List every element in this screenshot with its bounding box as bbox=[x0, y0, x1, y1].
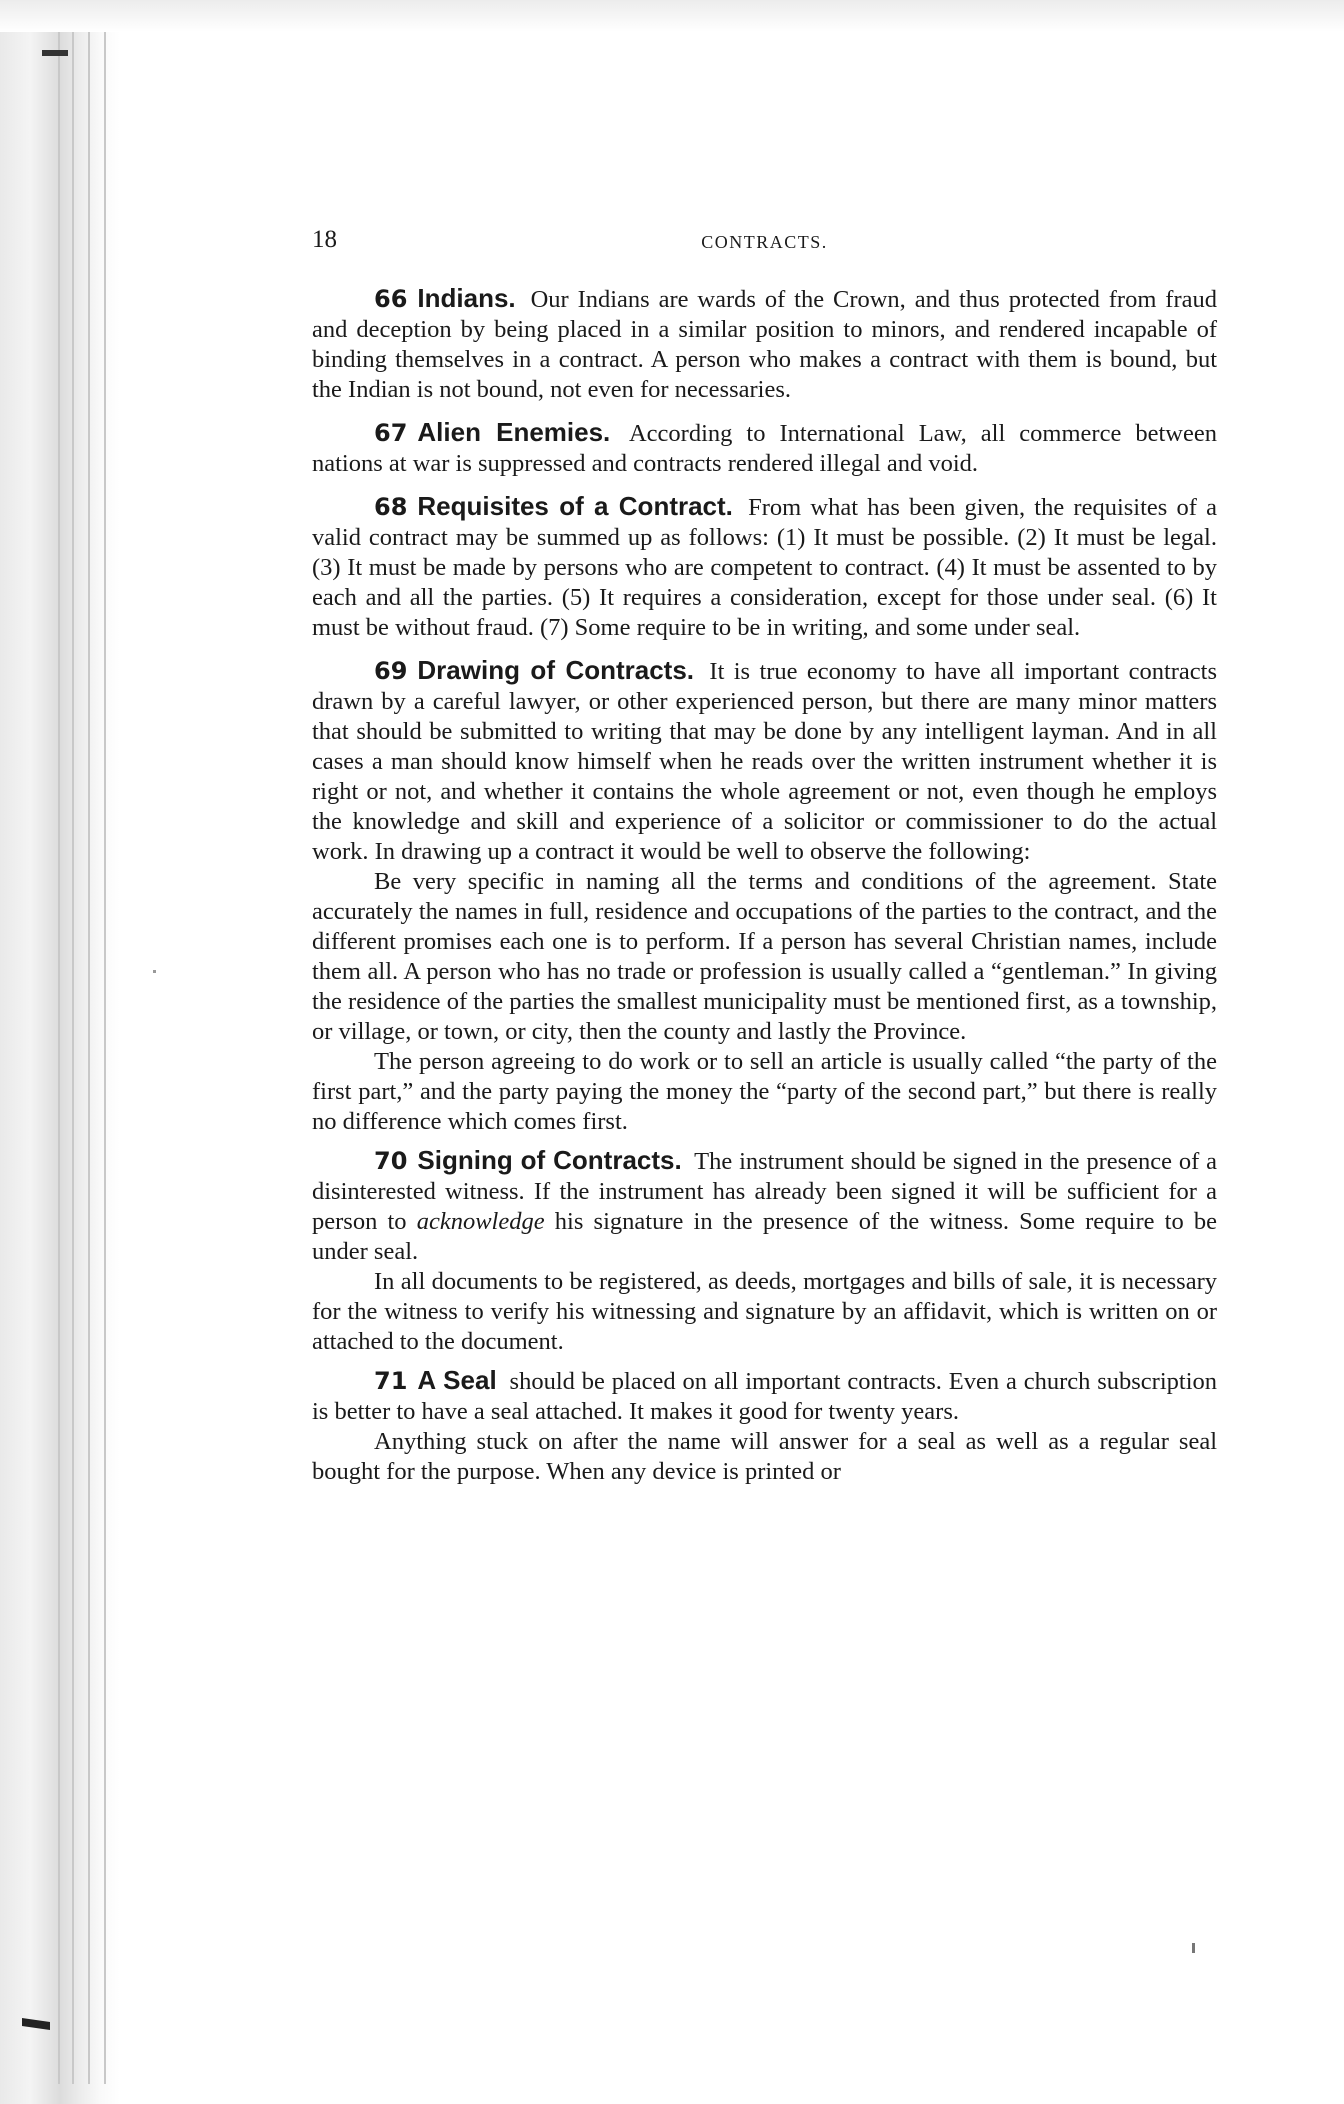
section-number: 68 bbox=[374, 493, 408, 521]
scan-mark bbox=[42, 50, 68, 56]
section-number: 69 bbox=[374, 657, 408, 685]
page-top-edge bbox=[0, 0, 1344, 32]
section-68 bbox=[312, 491, 1217, 643]
section-text: Our Indians are wards of the Crown, and thus protected from fraud and deception by being placed in a similar position to minors, and rendered incapable of binding themselves in a contract. A person who makes a contract with them is bound, but the Indian is not bound, not even for necessaries. bbox=[312, 286, 1217, 403]
scan-speck bbox=[1192, 1943, 1195, 1953]
section-title: Requisites of a Contract. bbox=[417, 491, 733, 521]
running-head bbox=[312, 225, 1217, 265]
section-text: his signature in the presence of the witness. Some require to be under seal. bbox=[312, 1208, 1218, 1265]
section-text: should be placed on all important contracts. Even a church subscription is better to have a seal attached. It makes it good for twenty years. bbox=[312, 1368, 1218, 1425]
section-number: 71 bbox=[374, 1367, 408, 1395]
section-number: 66 bbox=[374, 285, 408, 313]
page-number: 18 bbox=[312, 226, 337, 253]
italic-term: acknowledge bbox=[416, 1208, 545, 1235]
section-69-paragraph: The person agreeing to do work or to sell an article is usually called “the party of the first part,” and the party paying the money the “party of the second part,” but there is really no difference which comes first. bbox=[312, 1048, 1217, 1135]
section-title: A Seal bbox=[417, 1365, 497, 1395]
section-70 bbox=[312, 1145, 1217, 1267]
section-text: The instrument should be signed in the presence of a disinterested witness. If the instrument has already been signed it will be sufficient for a person to bbox=[312, 1148, 1217, 1235]
section-title: Drawing of Contracts. bbox=[417, 655, 695, 685]
section-71-paragraph: Anything stuck on after the name will answer for a seal as well as a regular seal bought for the purpose. When any device is printed or bbox=[312, 1428, 1217, 1485]
section-text: From what has been given, the requisites of a valid contract may be summed up as follows: (1) It must be possible. (2) It must be legal. (3) It must be made by persons who are competent to contract. (4) It must be assented to by each and all the parties. (5) It requires a consideration, except for those under seal. (6) It must be without fraud. (7) Some require to be in writing, and some under seal. bbox=[312, 494, 1217, 641]
section-text: It is true economy to have all important contracts drawn by a careful lawyer, or other experienced person, but there are many minor matters that should be submitted to writing that may be done by any intelligent layman. And in all cases a man should know himself when he reads over the written instrument whether it is right or not, and whether it contains the whole agreement or not, even though he employs the knowledge and skill and experience of a solicitor or commissioner to do the actual work. In drawing up a contract it would be well to observe the following: bbox=[312, 658, 1218, 865]
section-66 bbox=[312, 283, 1217, 405]
section-67 bbox=[312, 417, 1217, 479]
book-binding-edge bbox=[0, 0, 120, 2104]
section-title: Alien Enemies. bbox=[417, 417, 611, 447]
section-title: Indians. bbox=[417, 283, 516, 313]
section-number: 70 bbox=[374, 1147, 408, 1175]
section-title: Signing of Contracts. bbox=[417, 1145, 682, 1175]
section-71 bbox=[312, 1365, 1217, 1427]
section-number: 67 bbox=[374, 419, 408, 447]
section-text: According to International Law, all commerce between nations at war is suppressed and contracts rendered illegal and void. bbox=[312, 420, 1217, 477]
running-title: CONTRACTS. bbox=[701, 232, 828, 252]
page-text-block bbox=[312, 225, 1217, 1487]
section-69-paragraph: Be very specific in naming all the terms and conditions of the agreement. State accurately the names in full, residence and occupations of the parties to the contract, and the different promises each one is to perform. If a person has several Christian names, include them all. A person who has no trade or profession is usually called a “gentleman.” In giving the residence of the parties the smallest municipality must be mentioned first, as a township, or village, or town, or city, then the county and lastly the Province. bbox=[312, 868, 1217, 1045]
section-69 bbox=[312, 655, 1217, 867]
section-70-paragraph: In all documents to be registered, as deeds, mortgages and bills of sale, it is necessary for the witness to verify his witnessing and signature by an affidavit, which is written on or attached to the document. bbox=[312, 1268, 1217, 1355]
scan-speck bbox=[153, 970, 156, 973]
